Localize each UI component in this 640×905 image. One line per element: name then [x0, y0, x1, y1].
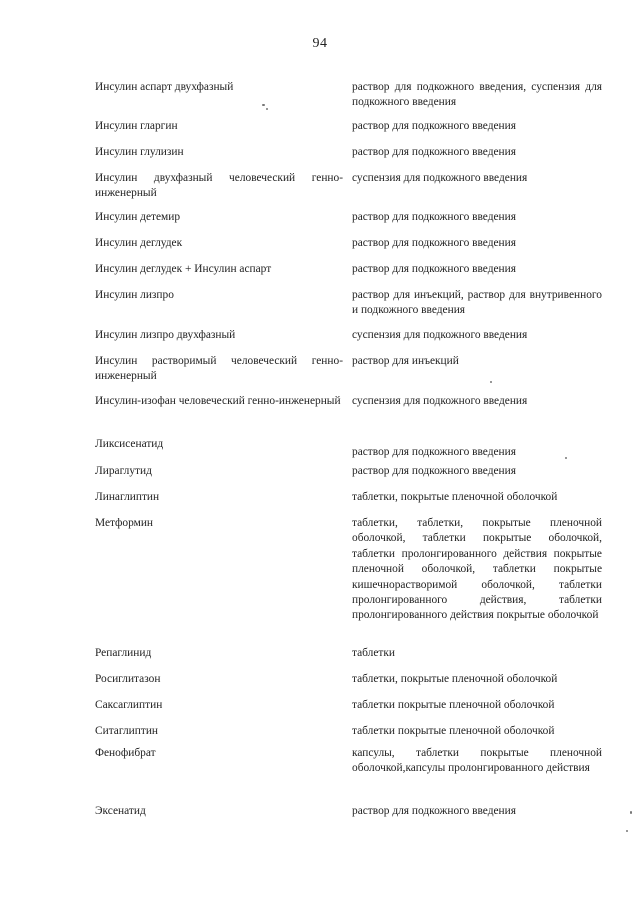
drug-name: Эксенатид — [95, 805, 146, 817]
dosage-form: раствор для подкожного введения, суспензия для подкожного введения — [352, 81, 602, 109]
table-row — [95, 119, 605, 134]
dosage-form: таблетки, покрытые пленочной оболочкой — [352, 491, 558, 503]
table-row — [95, 171, 605, 202]
drug-name: Саксаглиптин — [95, 699, 163, 711]
drug-name: Фенофибрат — [95, 747, 156, 759]
drug-name: Росиглитазон — [95, 673, 161, 685]
drug-name: Ситаглиптин — [95, 725, 159, 737]
dosage-form: раствор для подкожного введения — [352, 211, 516, 223]
dosage-form: раствор для подкожного введения — [352, 120, 516, 132]
drug-name: Инсулин аспарт двухфазный — [95, 81, 234, 93]
scan-speck — [630, 811, 632, 814]
dosage-form: таблетки, покрытые пленочной оболочкой — [352, 673, 558, 685]
table-row — [95, 328, 605, 343]
dosage-form: раствор для инъекций — [352, 355, 459, 367]
table-row — [95, 288, 605, 317]
table-row — [95, 490, 605, 505]
table-row — [95, 672, 605, 687]
dosage-form: таблетки — [352, 647, 396, 659]
dosage-form: таблетки покрытые пленочной оболочкой — [352, 725, 555, 737]
dosage-form: суспензия для подкожного введения — [352, 329, 528, 341]
drug-name: Инсулин глулизин — [95, 146, 184, 158]
scan-speck — [490, 381, 492, 383]
dosage-form: раствор для подкожного введения — [352, 146, 516, 158]
drug-name: Репаглинид — [95, 647, 152, 659]
drug-name: Инсулин деглудек + Инсулин аспарт — [95, 263, 272, 275]
dosage-form: раствор для подкожного введения — [352, 465, 516, 477]
dosage-form: таблетки покрытые пленочной оболочкой — [352, 699, 555, 711]
drug-name: Метформин — [95, 517, 154, 529]
drug-name: Инсулин деглудек — [95, 237, 183, 249]
table-row — [95, 464, 605, 479]
dosage-form: раствор для инъекций, раствор для внутривенного и подкожного введения — [352, 289, 602, 317]
table-row — [95, 394, 605, 409]
drug-name: Линаглиптин — [95, 491, 160, 503]
table-row — [95, 80, 605, 109]
drug-name: Инсулин лизпро двухфазный — [95, 329, 236, 341]
table-row — [95, 698, 605, 713]
table-row — [95, 262, 605, 277]
dosage-form: таблетки, таблетки, покрытые пленочной оболочкой, таблетки покрытые оболочкой, таблетки пролонгированного действия покрытые пленочной оболочкой, таблетки покрытые кишечнорастворимой оболочкой, таблетки пролонгированного действия, таблетки пролонгированного действия покрытые оболочкой — [352, 517, 602, 622]
table-row — [95, 354, 605, 385]
dosage-form: раствор для подкожного введения — [352, 263, 516, 275]
table-row — [95, 746, 605, 775]
table-row — [95, 236, 605, 251]
scan-speck — [262, 104, 265, 106]
drug-name: Инсулин детемир — [95, 211, 181, 223]
drug-name: Инсулин лизпро — [95, 289, 174, 301]
scan-speck — [565, 457, 567, 459]
table-row — [95, 724, 605, 739]
dosage-form: суспензия для подкожного введения — [352, 172, 528, 184]
table-row — [95, 646, 605, 661]
scan-speck — [626, 830, 628, 832]
drug-name: Инсулин гларгин — [95, 120, 178, 132]
drug-name: Лираглутид — [95, 465, 152, 477]
table-row — [95, 437, 605, 458]
dosage-form: суспензия для подкожного введения — [352, 395, 528, 407]
scan-speck — [266, 108, 268, 110]
table-row — [95, 210, 605, 225]
page-number: 94 — [312, 36, 328, 51]
dosage-form: раствор для подкожного введения — [352, 237, 516, 249]
drug-name: Инсулин-изофан человеческий генно-инженерный — [95, 395, 341, 407]
drug-name: Ликсисенатид — [95, 438, 164, 450]
table-row — [95, 804, 605, 819]
dosage-form: капсулы, таблетки покрытые пленочной оболочкой,капсулы пролонгированного действия — [352, 747, 602, 775]
dosage-form: раствор для подкожного введения — [352, 805, 516, 817]
table-row — [95, 516, 605, 622]
table-row — [95, 145, 605, 160]
dosage-form: раствор для подкожного введения — [352, 446, 516, 458]
drug-name: Инсулин двухфазный человеческий генно-инженерный — [95, 172, 343, 200]
drug-name: Инсулин растворимый человеческий генно-инженерный — [95, 355, 343, 383]
